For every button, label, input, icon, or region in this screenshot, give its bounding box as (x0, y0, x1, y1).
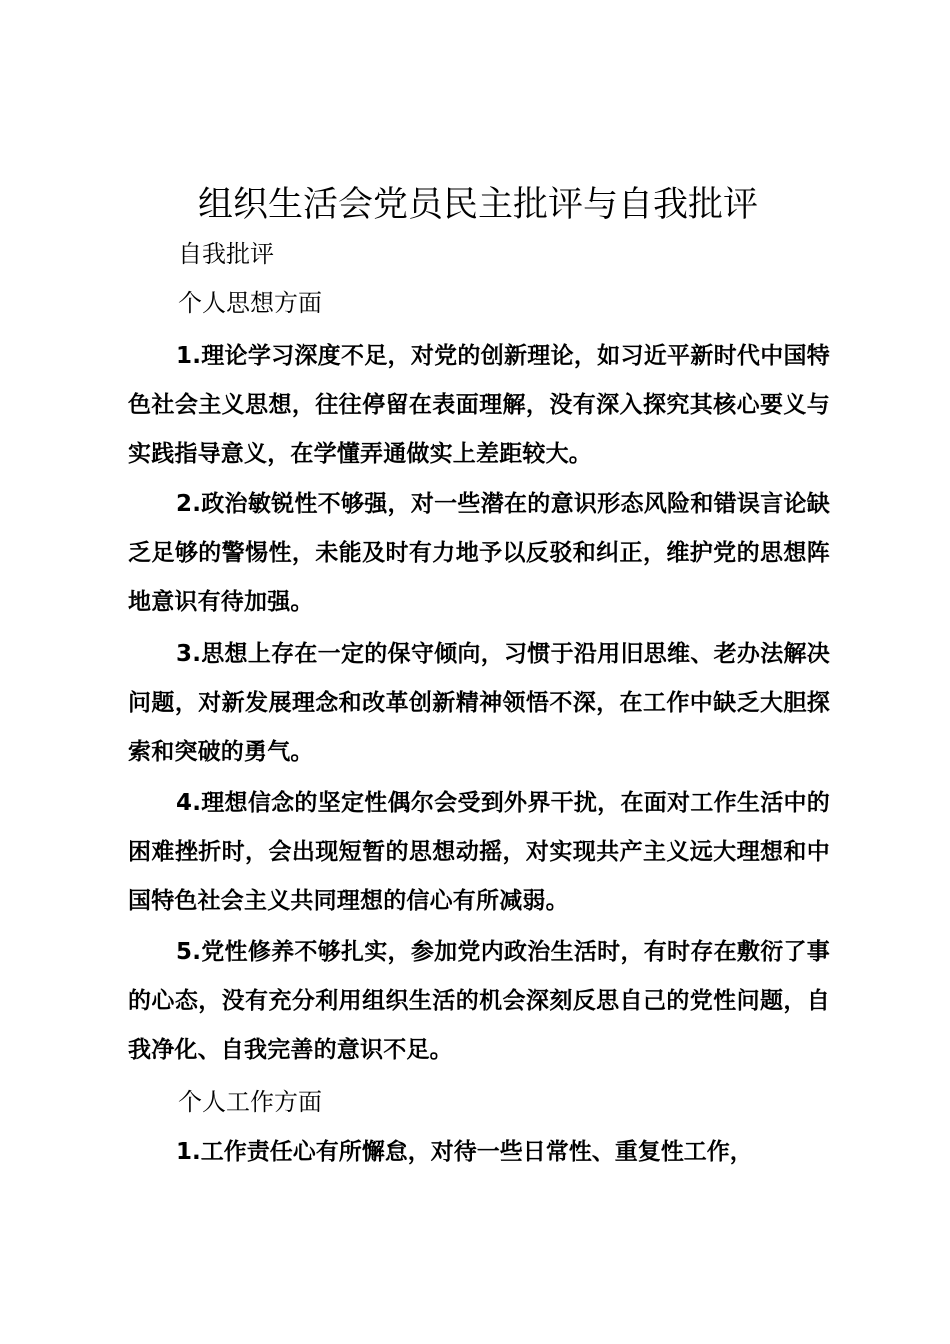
subsection-heading-work: 个人工作方面 (178, 1088, 322, 1116)
document-title: 组织生活会党员民主批评与自我批评 (197, 185, 758, 225)
thought-item-3: 3.思想上存在一定的保守倾向，习惯于沿用旧思维、老办法解决问题，对新发展理念和改革创新精神领悟不深，在工作中缺乏大胆探索和突破的勇气。 (128, 641, 830, 765)
thought-item-1: 1.理论学习深度不足，对党的创新理论，如习近平新时代中国特色社会主义思想，往往停留在表面理解，没有深入探究其核心要义与实践指导意义，在学懂弄通做实上差距较大。 (128, 343, 830, 467)
thought-item-5: 5.党性修养不够扎实，参加党内政治生活时，有时存在敷衍了事的心态，没有充分利用组织生活的机会深刻反思自己的党性问题，自我净化、自我完善的意识不足。 (128, 939, 830, 1063)
work-item-1: 1.工作责任心有所懈怠，对待一些日常性、重复性工作， (176, 1139, 753, 1165)
subsection-heading-thought: 个人思想方面 (178, 289, 322, 317)
section-heading-self-criticism: 自我批评 (178, 240, 274, 268)
thought-item-4: 4.理想信念的坚定性偶尔会受到外界干扰，在面对工作生活中的困难挫折时，会出现短暂的思想动摇，对实现共产主义远大理想和中国特色社会主义共同理想的信心有所减弱。 (128, 790, 830, 914)
thought-item-2: 2.政治敏锐性不够强，对一些潜在的意识形态风险和错误言论缺乏足够的警惕性，未能及时有力地予以反驳和纠正，维护党的思想阵地意识有待加强。 (128, 491, 830, 615)
